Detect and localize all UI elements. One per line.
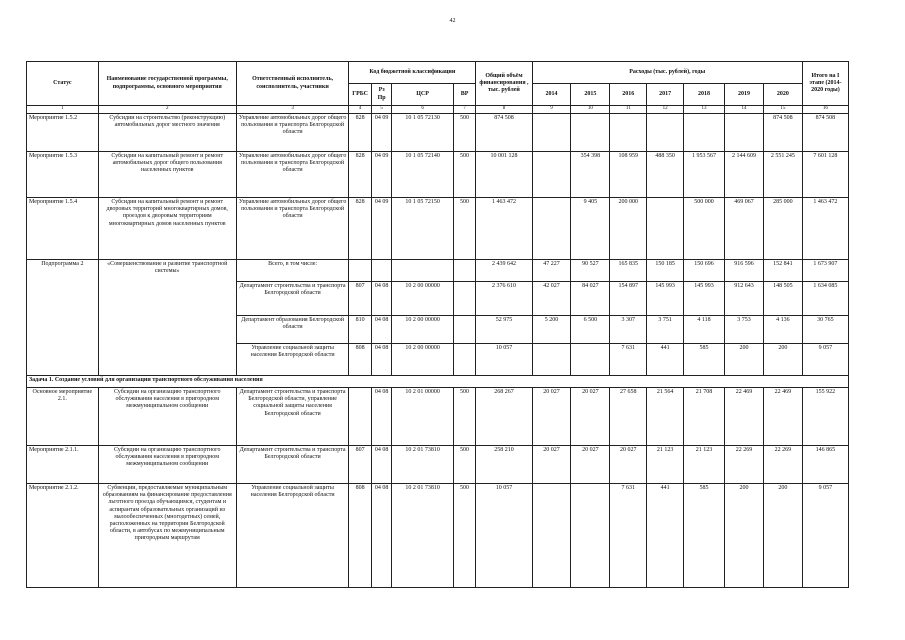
cell-y2015: 354 398	[571, 152, 610, 198]
cell-executor: Департамент строительства и транспорта Белгородской области	[236, 282, 349, 316]
table-row	[27, 260, 849, 282]
table-row	[27, 152, 849, 198]
cell-csr	[392, 260, 453, 282]
cell-executor: Департамент строительства и транспорта Белгородской области	[236, 446, 349, 484]
page-number: 42	[449, 18, 456, 24]
column-index: 13	[684, 106, 725, 114]
cell-executor: Управление автомобильных дорог общего пользования и транспорта Белгородской области	[236, 114, 349, 152]
cell-csr: 10 2 01 73810	[392, 446, 453, 484]
table-row	[27, 484, 849, 588]
cell-rzpr: 04 08	[371, 446, 391, 484]
cell-name: Субвенции, предоставляемые муниципальным образованиям на финансирование предоставления льготного проезда обучающимся, студентам и аспирантам образовательных организаций из малообеспеченных (многодетных) семей, расположенных на территории Белгородской области, в автобусах по межмуниципальным пригородным маршрутам	[98, 484, 236, 588]
cell-y2019: 22 269	[725, 446, 764, 484]
cell-grbs	[349, 388, 372, 446]
cell-y2014	[532, 198, 571, 260]
cell-y2020: 22 269	[763, 446, 802, 484]
cell-y2017: 21 564	[647, 388, 684, 446]
cell-status: Мероприятие 1.5.4	[27, 198, 99, 260]
table-row	[27, 198, 849, 260]
header-year: 2017	[647, 84, 684, 106]
cell-y2016: 20 027	[610, 446, 647, 484]
cell-grbs	[349, 260, 372, 282]
column-index: 11	[610, 106, 647, 114]
header-rzpr: Рз Пр	[371, 84, 391, 106]
cell-y2018: 1 953 567	[684, 152, 725, 198]
header-budget-code: Код бюджетной классификации	[349, 62, 476, 84]
cell-y2015: 90 527	[571, 260, 610, 282]
cell-csr: 10 2 00 00000	[392, 344, 453, 376]
cell-grbs: 810	[349, 316, 372, 344]
header-total-stage: Итого на I этапе (2014-2020 годы)	[802, 62, 848, 106]
cell-y2014: 5 200	[532, 316, 571, 344]
cell-y2019: 200	[725, 344, 764, 376]
cell-y2018: 585	[684, 484, 725, 588]
cell-y2018: 500 000	[684, 198, 725, 260]
cell-status: Мероприятие 2.1.2.	[27, 484, 99, 588]
cell-stage: 7 601 128	[802, 152, 848, 198]
column-index: 5	[371, 106, 391, 114]
cell-y2020: 200	[763, 344, 802, 376]
cell-y2014: 20 027	[532, 388, 571, 446]
cell-status: Мероприятие 1.5.2	[27, 114, 99, 152]
cell-executor: Управление социальной защиты населения Белгородской области	[236, 344, 349, 376]
header-name: Наименование государственной программы, подпрограммы, основного мероприятия	[98, 62, 236, 106]
cell-y2019: 2 144 609	[725, 152, 764, 198]
table-row	[27, 114, 849, 152]
cell-rzpr: 04 08	[371, 484, 391, 588]
cell-grbs: 808	[349, 484, 372, 588]
cell-y2017: 488 350	[647, 152, 684, 198]
cell-rzpr: 04 08	[371, 344, 391, 376]
cell-y2016: 108 959	[610, 152, 647, 198]
cell-y2014	[532, 114, 571, 152]
cell-y2017: 441	[647, 484, 684, 588]
cell-grbs: 828	[349, 152, 372, 198]
cell-y2015: 6 500	[571, 316, 610, 344]
cell-grbs: 807	[349, 282, 372, 316]
cell-total: 1 463 472	[476, 198, 532, 260]
header-year: 2018	[684, 84, 725, 106]
task-heading: Задача 1. Создание условий для организации транспортного обслуживания населения	[27, 376, 849, 388]
cell-vr: 500	[453, 198, 476, 260]
cell-y2014: 20 027	[532, 446, 571, 484]
header-csr: ЦСР	[392, 84, 453, 106]
cell-rzpr: 04 08	[371, 282, 391, 316]
cell-stage: 1 673 907	[802, 260, 848, 282]
cell-total: 10 057	[476, 344, 532, 376]
header-row	[27, 62, 849, 84]
cell-total: 10 057	[476, 484, 532, 588]
cell-executor: Департамент строительства и транспорта Белгородской области, управление социальной защиты населения Белгородской области	[236, 388, 349, 446]
cell-vr: 500	[453, 152, 476, 198]
cell-stage: 30 765	[802, 316, 848, 344]
cell-rzpr	[371, 260, 391, 282]
cell-y2017	[647, 114, 684, 152]
cell-executor: Управление автомобильных дорог общего пользования и транспорта Белгородской области	[236, 198, 349, 260]
cell-name: «Совершенствование и развитие транспортной системы»	[98, 260, 236, 376]
cell-csr: 10 1 05 72140	[392, 152, 453, 198]
header-executor: Ответственный исполнитель, соисполнитель, участники	[236, 62, 349, 106]
header-grbs: ГРБС	[349, 84, 372, 106]
cell-y2015: 9 405	[571, 198, 610, 260]
cell-y2019: 200	[725, 484, 764, 588]
cell-y2015	[571, 114, 610, 152]
header-year: 2019	[725, 84, 764, 106]
cell-stage: 155 922	[802, 388, 848, 446]
cell-y2018: 585	[684, 344, 725, 376]
cell-y2020: 285 000	[763, 198, 802, 260]
cell-y2017: 21 123	[647, 446, 684, 484]
cell-vr	[453, 344, 476, 376]
cell-executor: Всего, в том числе:	[236, 260, 349, 282]
cell-grbs: 828	[349, 198, 372, 260]
cell-y2020: 2 551 245	[763, 152, 802, 198]
cell-csr: 10 1 05 72130	[392, 114, 453, 152]
column-index: 10	[571, 106, 610, 114]
task-row	[27, 376, 849, 388]
cell-rzpr: 04 08	[371, 388, 391, 446]
cell-vr	[453, 282, 476, 316]
cell-y2014	[532, 152, 571, 198]
cell-y2015	[571, 484, 610, 588]
cell-y2014	[532, 344, 571, 376]
cell-y2019: 912 643	[725, 282, 764, 316]
cell-vr: 500	[453, 388, 476, 446]
column-index: 9	[532, 106, 571, 114]
cell-y2016: 154 897	[610, 282, 647, 316]
table-row	[27, 446, 849, 484]
column-index: 7	[453, 106, 476, 114]
cell-y2017: 145 993	[647, 282, 684, 316]
cell-stage: 1 634 085	[802, 282, 848, 316]
column-index-row	[27, 106, 849, 114]
column-index: 12	[647, 106, 684, 114]
cell-stage: 874 508	[802, 114, 848, 152]
cell-executor: Управление автомобильных дорог общего пользования и транспорта Белгородской области	[236, 152, 349, 198]
cell-grbs: 807	[349, 446, 372, 484]
cell-csr: 10 2 00 00000	[392, 316, 453, 344]
cell-total: 258 210	[476, 446, 532, 484]
column-index: 16	[802, 106, 848, 114]
column-index: 4	[349, 106, 372, 114]
cell-y2019	[725, 114, 764, 152]
column-index: 1	[27, 106, 99, 114]
cell-executor: Управление социальной защиты населения Белгородской области	[236, 484, 349, 588]
cell-name: Субсидии на организацию транспортного обслуживания населения в пригородном межмуниципальном сообщении	[98, 388, 236, 446]
cell-y2017: 150 185	[647, 260, 684, 282]
cell-stage: 1 463 472	[802, 198, 848, 260]
cell-y2017: 3 751	[647, 316, 684, 344]
cell-total: 10 001 128	[476, 152, 532, 198]
cell-y2020: 152 841	[763, 260, 802, 282]
cell-y2020: 874 508	[763, 114, 802, 152]
header-vr: ВР	[453, 84, 476, 106]
cell-y2018: 145 993	[684, 282, 725, 316]
cell-csr: 10 1 05 72150	[392, 198, 453, 260]
cell-csr: 10 2 01 73810	[392, 484, 453, 588]
cell-y2019: 22 469	[725, 388, 764, 446]
cell-total: 268 267	[476, 388, 532, 446]
cell-name: Субсидии на капитальный ремонт и ремонт дворовых территорий многоквартирных домов, проездов к дворовым территориям многоквартирных домов населенных пунктов	[98, 198, 236, 260]
cell-grbs: 828	[349, 114, 372, 152]
cell-y2019: 3 753	[725, 316, 764, 344]
cell-vr	[453, 316, 476, 344]
cell-y2016: 3 307	[610, 316, 647, 344]
column-index: 2	[98, 106, 236, 114]
cell-vr: 500	[453, 114, 476, 152]
header-year: 2014	[532, 84, 571, 106]
cell-y2016: 200 000	[610, 198, 647, 260]
cell-y2020: 200	[763, 484, 802, 588]
cell-total: 52 975	[476, 316, 532, 344]
cell-y2017	[647, 198, 684, 260]
cell-name: Субсидии на организацию транспортного обслуживания населения в пригородном межмуниципальном сообщении	[98, 446, 236, 484]
cell-grbs: 808	[349, 344, 372, 376]
cell-vr: 500	[453, 484, 476, 588]
cell-rzpr: 04 09	[371, 152, 391, 198]
cell-rzpr: 04 08	[371, 316, 391, 344]
cell-y2014: 42 027	[532, 282, 571, 316]
cell-y2020: 22 469	[763, 388, 802, 446]
cell-y2019: 469 067	[725, 198, 764, 260]
cell-status: Мероприятие 1.5.3	[27, 152, 99, 198]
cell-y2017: 441	[647, 344, 684, 376]
column-index: 15	[763, 106, 802, 114]
cell-y2018: 150 696	[684, 260, 725, 282]
cell-y2020: 4 136	[763, 316, 802, 344]
cell-y2016	[610, 114, 647, 152]
cell-rzpr: 04 09	[371, 114, 391, 152]
cell-y2016: 165 835	[610, 260, 647, 282]
cell-name: Субсидии на капитальный ремонт и ремонт автомобильных дорог общего пользования населенных пунктов	[98, 152, 236, 198]
cell-stage: 9 057	[802, 484, 848, 588]
cell-y2018: 4 118	[684, 316, 725, 344]
cell-csr: 10 2 00 00000	[392, 282, 453, 316]
cell-y2015: 84 027	[571, 282, 610, 316]
header-year: 2016	[610, 84, 647, 106]
cell-y2016: 27 658	[610, 388, 647, 446]
header-status: Статус	[27, 62, 99, 106]
header-expenses: Расходы (тыс. рублей), годы	[532, 62, 802, 84]
cell-y2015	[571, 344, 610, 376]
column-index: 14	[725, 106, 764, 114]
cell-status: Основное мероприятие 2.1.	[27, 388, 99, 446]
cell-vr	[453, 260, 476, 282]
cell-y2020: 148 505	[763, 282, 802, 316]
budget-table	[26, 61, 849, 588]
cell-y2014: 47 227	[532, 260, 571, 282]
cell-y2018	[684, 114, 725, 152]
header-total-volume: Общий объём финансирования , тыс. рублей	[476, 62, 532, 106]
header-year: 2020	[763, 84, 802, 106]
cell-stage: 146 865	[802, 446, 848, 484]
table-row	[27, 388, 849, 446]
cell-total: 2 439 642	[476, 260, 532, 282]
cell-total: 874 508	[476, 114, 532, 152]
cell-y2019: 916 596	[725, 260, 764, 282]
cell-status: Мероприятие 2.1.1.	[27, 446, 99, 484]
cell-y2014	[532, 484, 571, 588]
cell-y2016: 7 631	[610, 484, 647, 588]
cell-executor: Департамент образования Белгородской области	[236, 316, 349, 344]
cell-y2018: 21 708	[684, 388, 725, 446]
cell-y2016: 7 631	[610, 344, 647, 376]
cell-rzpr: 04 09	[371, 198, 391, 260]
cell-status: Подпрограмма 2	[27, 260, 99, 376]
column-index: 6	[392, 106, 453, 114]
cell-total: 2 376 610	[476, 282, 532, 316]
column-index: 3	[236, 106, 349, 114]
cell-y2015: 20 027	[571, 446, 610, 484]
cell-y2018: 21 123	[684, 446, 725, 484]
column-index: 8	[476, 106, 532, 114]
header-year: 2015	[571, 84, 610, 106]
cell-csr: 10 2 01 00000	[392, 388, 453, 446]
cell-stage: 9 057	[802, 344, 848, 376]
cell-vr: 500	[453, 446, 476, 484]
cell-y2015: 20 027	[571, 388, 610, 446]
cell-name: Субсидии на строительство (реконструкцию) автомобильных дорог местного значения	[98, 114, 236, 152]
